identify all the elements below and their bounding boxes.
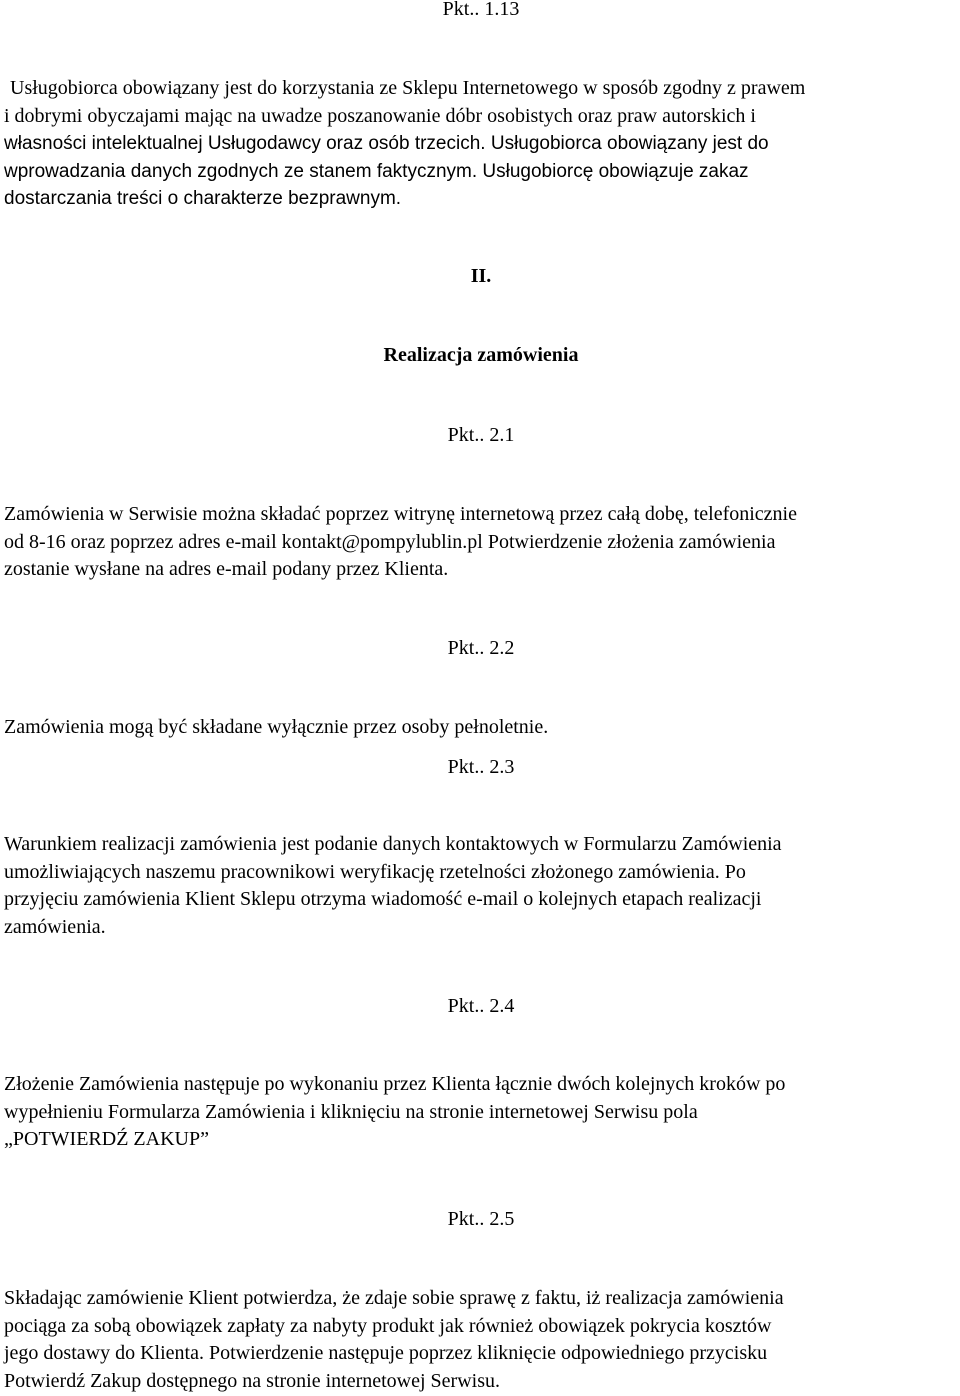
paragraph-pkt-2-5 — [4, 1285, 958, 1395]
paragraph-line: umożliwiających naszemu pracownikowi weryfikację rzetelności złożonego zamówienia. Po — [4, 860, 746, 883]
paragraph-pkt-1-13 — [4, 75, 958, 213]
paragraph-line: jego dostawy do Klienta. Potwierdzenie następuje poprzez kliknięcie odpowiedniego przycisku — [4, 1342, 768, 1364]
heading-pkt-2-3: Pkt.. 2.3 — [447, 756, 515, 778]
paragraph-line: zamówienia. — [4, 915, 106, 938]
paragraph-line: od 8-16 oraz poprzez adres e-mail kontakt@pompylublin.pl Potwierdzenie złożenia zamówienia — [4, 530, 776, 553]
paragraph-line: Złożenie Zamówienia następuje po wykonaniu przez Klienta łącznie dwóch kolejnych kroków po — [4, 1073, 786, 1095]
paragraph-line: Składając zamówienie Klient potwierdza, że zdaje sobie sprawę z faktu, iż realizacja zamówienia — [4, 1287, 784, 1309]
heading-pkt-2-5: Pkt.. 2.5 — [447, 1208, 515, 1230]
paragraph-line: Zamówienia w Serwisie można składać poprzez witrynę internetową przez całą dobę, telefonicznie — [4, 503, 797, 525]
paragraph-line: przyjęciu zamówienia Klient Sklepu otrzyma wiadomość e-mail o kolejnych etapach realizacji — [4, 888, 762, 910]
paragraph-line: własności intelektualnej Usługodawcy oraz osób trzecich. Usługobiorca obowiązany jest do — [4, 133, 769, 154]
paragraph-line: Warunkiem realizacji zamówienia jest podanie danych kontaktowych w Formularzu Zamówienia — [4, 833, 782, 855]
paragraph-pkt-2-1 — [4, 501, 958, 584]
paragraph-line: „POTWIERDŹ ZAKUP” — [4, 1128, 209, 1150]
paragraph-line: wprowadzania danych zgodnych ze stanem faktycznym. Usługobiorcę obowiązuje zakaz — [4, 160, 749, 182]
paragraph-line: wypełnieniu Formularza Zamówienia i kliknięciu na stronie internetowej Serwisu pola — [4, 1100, 698, 1123]
heading-pkt-2-2: Pkt.. 2.2 — [447, 637, 515, 659]
heading-pkt-1-13: Pkt.. 1.13 — [442, 0, 520, 20]
paragraph-line: pociąga za sobą obowiązek zapłaty za nabyty produkt jak również obowiązek pokrycia kosztów — [4, 1314, 772, 1337]
paragraph-line: Zamówienia mogą być składane wyłącznie przez osoby pełnoletnie. — [4, 716, 549, 738]
paragraph-line: zostanie wysłane na adres e-mail podany przez Klienta. — [4, 558, 449, 580]
paragraph-pkt-2-4 — [4, 1071, 958, 1154]
paragraph-line: Usługobiorca obowiązany jest do korzystania ze Sklepu Internetowego w sposób zgodny z prawem — [10, 77, 806, 99]
section-number: II. — [470, 265, 492, 287]
paragraph-line: dostarczania treści o charakterze bezprawnym. — [4, 188, 402, 209]
heading-pkt-2-1: Pkt.. 2.1 — [447, 424, 515, 446]
paragraph-pkt-2-2 — [4, 714, 958, 742]
paragraph-line: Potwierdź Zakup dostępnego na stronie internetowej Serwisu. — [4, 1369, 500, 1392]
heading-pkt-2-4: Pkt.. 2.4 — [447, 995, 515, 1017]
section-title: Realizacja zamówienia — [383, 344, 579, 366]
paragraph-pkt-2-3 — [4, 831, 958, 941]
paragraph-line: i dobrymi obyczajami mając na uwadze poszanowanie dóbr osobistych oraz praw autorskich i — [4, 104, 756, 127]
